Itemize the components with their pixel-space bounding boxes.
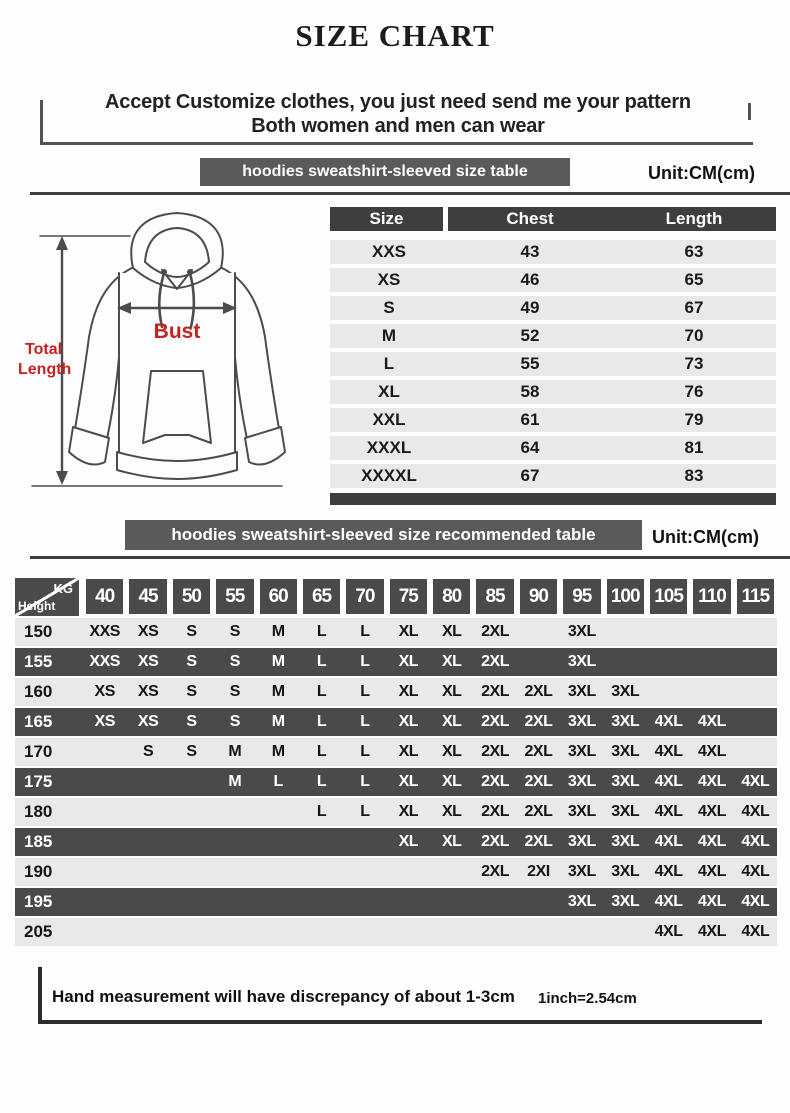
height-label: 150 [24, 622, 53, 641]
height-label: 180 [24, 802, 53, 821]
height-label: 165 [24, 712, 53, 731]
size-table-cell: 58 [520, 382, 540, 401]
matrix-cell: XS [137, 713, 159, 730]
matrix-cell: 4XL [698, 923, 726, 940]
size-table-cell: 76 [684, 382, 704, 401]
matrix-cell: XL [441, 713, 462, 730]
corner-height-label: Height [18, 599, 56, 613]
matrix-cell: M [228, 773, 242, 790]
size-table [330, 207, 776, 505]
column-header-length: Length [665, 209, 723, 228]
size-table-cell: S [383, 298, 395, 317]
size-table-cell: 67 [684, 298, 704, 317]
size-table-cell: 79 [684, 410, 704, 429]
matrix-cell: XL [398, 743, 419, 760]
height-label: 185 [24, 832, 53, 851]
matrix-cell: 2XL [524, 683, 553, 700]
banner-line-1: Accept Customize clothes, you just need send me your pattern [105, 91, 691, 113]
size-table-cell: 52 [520, 326, 540, 345]
matrix-cell: S [229, 713, 240, 730]
matrix-cell: 4XL [698, 773, 726, 790]
size-table-cell: 64 [520, 438, 540, 457]
size-table-cell: 61 [520, 410, 540, 429]
footer-bracket-horizontal [38, 1020, 762, 1024]
size-table-row [330, 324, 776, 348]
matrix-cell: 2XL [481, 713, 509, 730]
size-table-cell: 43 [520, 242, 540, 261]
size-table-row [330, 268, 776, 292]
matrix-cell: 3XL [611, 773, 640, 790]
matrix-cell: 4XL [741, 833, 770, 850]
matrix-cell: S [229, 653, 240, 670]
matrix-cell: 4XL [654, 773, 683, 790]
weight-header-cell: 110 [693, 579, 730, 614]
matrix-cell: 4XL [741, 803, 770, 820]
matrix-row [15, 618, 777, 646]
matrix-cell: 4XL [698, 743, 726, 760]
size-table-row [330, 380, 776, 404]
matrix-cell: L [360, 623, 370, 640]
matrix-cell: 4XL [741, 923, 770, 940]
matrix-cell: XL [441, 623, 462, 640]
matrix-corner-cell [15, 578, 79, 616]
matrix-cell: L [316, 773, 327, 790]
height-label: 160 [24, 682, 53, 701]
matrix-cell: 2XL [524, 743, 553, 760]
matrix-cell: 3XL [567, 863, 596, 880]
height-label: 175 [24, 772, 53, 791]
matrix-cell: S [142, 743, 154, 760]
matrix-cell: 2XL [524, 833, 553, 850]
matrix-cell: L [316, 803, 327, 820]
matrix-cell: S [186, 683, 197, 700]
matrix-cell: 2XL [481, 743, 509, 760]
weight-header-cell: 105 [650, 579, 687, 614]
matrix-cell: L [360, 743, 370, 760]
weight-header-cell: 90 [520, 579, 557, 614]
matrix-cell: 3XL [567, 773, 596, 790]
matrix-cell: 3XL [567, 653, 596, 670]
matrix-cell: 4XL [654, 893, 683, 910]
matrix-row [15, 918, 777, 946]
bust-label: Bust [153, 320, 201, 343]
matrix-cell: 4XL [654, 803, 683, 820]
matrix-cell: XS [137, 623, 159, 640]
matrix-cell: 4XL [698, 713, 726, 730]
size-table-row [330, 464, 776, 488]
size-table-cell: XXS [371, 242, 407, 261]
weight-header-cell: 55 [216, 579, 253, 614]
banner-line-2: Both women and men can wear [251, 115, 545, 137]
matrix-cell: XL [398, 683, 419, 700]
matrix-row [15, 708, 777, 736]
matrix-cell: 2XL [524, 803, 553, 820]
size-table-cell: 46 [520, 270, 540, 289]
matrix-cell: 4XL [654, 713, 683, 730]
matrix-cell: 3XL [567, 713, 596, 730]
page-title: SIZE CHART [295, 18, 495, 53]
matrix-cell: S [186, 713, 197, 730]
matrix-cell: 3XL [611, 743, 640, 760]
matrix-row [15, 888, 777, 916]
matrix-cell: S [229, 683, 240, 700]
matrix-cell: XS [137, 653, 159, 670]
matrix-row [15, 648, 777, 676]
matrix-cell: M [228, 743, 242, 760]
matrix-cell: 3XL [567, 803, 596, 820]
matrix-cell: 2XL [481, 863, 509, 880]
matrix-cell: L [316, 743, 327, 760]
matrix-cell: M [271, 713, 285, 730]
size-table-row [330, 436, 776, 460]
size-table-cell: 83 [684, 466, 704, 485]
matrix-cell: L [360, 773, 370, 790]
matrix-cell: XL [441, 683, 462, 700]
section2-header-bar: hoodies sweatshirt-sleeved size recommended table [125, 520, 642, 550]
size-table-cell: XL [378, 382, 400, 401]
weight-header-cell: 40 [86, 579, 123, 614]
weight-header-cell: 45 [129, 579, 166, 614]
matrix-cell: XL [441, 653, 462, 670]
matrix-cell: XXS [89, 623, 120, 640]
matrix-cell: S [186, 653, 197, 670]
weight-header-cell: 100 [607, 579, 644, 614]
size-table-cell: 70 [684, 326, 704, 345]
matrix-cell: L [316, 623, 327, 640]
weight-header-cell: 60 [260, 579, 297, 614]
matrix-cell: 3XL [567, 683, 596, 700]
divider [30, 556, 790, 559]
size-table-cell: L [383, 354, 395, 373]
matrix-body [15, 618, 777, 946]
matrix-cell: L [360, 653, 370, 670]
matrix-cell: 4XL [654, 863, 683, 880]
matrix-cell: XL [441, 833, 462, 850]
size-table-cell: 81 [684, 438, 704, 457]
size-table-header-rest [448, 207, 776, 231]
matrix-cell: 4XL [654, 743, 683, 760]
matrix-cell: 3XL [567, 893, 596, 910]
matrix-cell: 4XL [741, 893, 770, 910]
weight-header-cell: 95 [563, 579, 600, 614]
matrix-cell: 2XL [481, 803, 509, 820]
weight-header-cell: 65 [303, 579, 340, 614]
matrix-cell: 3XL [611, 713, 640, 730]
section2-unit-label: Unit:CM(cm) [652, 527, 759, 547]
matrix-row [15, 828, 777, 856]
matrix-row [15, 798, 777, 826]
matrix-cell: XL [398, 623, 419, 640]
size-table-cell: 63 [684, 242, 704, 261]
matrix-cell: 4XL [698, 863, 726, 880]
matrix-cell: M [271, 743, 285, 760]
size-table-cell: M [381, 326, 397, 345]
size-table-cell: 49 [520, 298, 540, 317]
matrix-cell: 4XL [741, 863, 770, 880]
size-table-cell: 67 [520, 466, 540, 485]
matrix-cell: M [271, 683, 285, 700]
weight-header-cell: 115 [737, 579, 774, 614]
size-table-row [330, 408, 776, 432]
divider [30, 192, 790, 195]
matrix-cell: M [271, 653, 285, 670]
size-table-cell: XXXXL [361, 466, 417, 485]
matrix-row [15, 858, 777, 886]
matrix-cell: 2XI [527, 863, 550, 880]
size-table-cell: 65 [684, 270, 704, 289]
matrix-cell: XL [398, 653, 419, 670]
matrix-cell: L [360, 683, 370, 700]
matrix-cell: 3XL [611, 863, 640, 880]
measurement-note: Hand measurement will have discrepancy of about 1-3cm [52, 987, 515, 1006]
matrix-cell: XL [398, 773, 419, 790]
matrix-cell: 3XL [611, 893, 640, 910]
matrix-cell: L [316, 653, 327, 670]
matrix-cell: 2XL [524, 713, 553, 730]
matrix-row [15, 768, 777, 796]
recommended-size-matrix [15, 578, 777, 948]
weight-header-cell: 50 [173, 579, 210, 614]
size-table-row [330, 352, 776, 376]
height-label: 190 [24, 862, 53, 881]
size-table-row [330, 240, 776, 264]
matrix-cell: S [186, 743, 197, 760]
matrix-cell: L [360, 803, 370, 820]
weight-header-cell: 70 [346, 579, 383, 614]
hoodie-illustration [12, 205, 322, 505]
height-label: 155 [24, 652, 53, 671]
matrix-cell: 4XL [654, 833, 683, 850]
size-table-cell: XXXL [366, 438, 412, 457]
section1-unit-label: Unit:CM(cm) [648, 163, 755, 183]
matrix-cell: XL [441, 803, 462, 820]
matrix-cell: 3XL [611, 683, 640, 700]
weight-header-cell: 75 [390, 579, 427, 614]
matrix-cell: 2XL [481, 653, 509, 670]
size-table-header [330, 207, 776, 231]
size-table-cell: 55 [520, 354, 540, 373]
matrix-cell: 4XL [654, 923, 683, 940]
matrix-cell: 2XL [481, 683, 509, 700]
matrix-cell: XXS [89, 653, 120, 670]
matrix-cell: 3XL [567, 833, 596, 850]
matrix-cell: XL [441, 743, 462, 760]
matrix-cell: 3XL [567, 623, 596, 640]
matrix-cell: XL [398, 713, 419, 730]
matrix-row [15, 738, 777, 766]
matrix-cell: M [271, 623, 285, 640]
matrix-cell: 3XL [611, 803, 640, 820]
total-length-label-line2: Length [18, 361, 72, 378]
banner [45, 90, 751, 138]
matrix-row [15, 678, 777, 706]
height-label: 195 [24, 892, 53, 911]
matrix-cell: 4XL [698, 893, 726, 910]
matrix-cell: L [316, 683, 327, 700]
matrix-cell: XS [94, 713, 115, 730]
size-table-cell: XXL [372, 410, 406, 429]
matrix-cell: 2XL [481, 773, 509, 790]
matrix-cell: XS [137, 683, 159, 700]
size-table-footer-bar [330, 493, 776, 505]
matrix-weight-row [15, 578, 777, 618]
weight-header-cell: 85 [476, 579, 513, 614]
matrix-cell: 2XL [481, 623, 509, 640]
column-header-size: Size [330, 207, 443, 231]
column-header-chest: Chest [506, 209, 554, 228]
section1-header-bar: hoodies sweatshirt-sleeved size table [200, 158, 570, 186]
weight-header-cell: 80 [433, 579, 470, 614]
matrix-cell: 3XL [611, 833, 640, 850]
corner-kg-label: KG [53, 581, 73, 596]
matrix-cell: XL [398, 833, 419, 850]
size-table-cell: XS [377, 270, 401, 289]
matrix-cell: L [360, 713, 370, 730]
size-table-row [330, 296, 776, 320]
matrix-cell: S [229, 623, 240, 640]
matrix-cell: L [316, 713, 327, 730]
size-table-body [330, 240, 776, 488]
matrix-cell: S [186, 623, 197, 640]
matrix-cell: 2XL [524, 773, 553, 790]
matrix-cell: 2XL [481, 833, 509, 850]
footer-bracket-vertical [38, 967, 42, 1024]
height-label: 170 [24, 742, 53, 761]
matrix-cell: L [273, 773, 283, 790]
height-label: 205 [24, 922, 53, 941]
matrix-cell: XL [398, 803, 419, 820]
matrix-cell: XL [441, 773, 462, 790]
size-table-cell: 73 [684, 354, 704, 373]
total-length-label-line1: Total [25, 341, 63, 358]
matrix-cell: 4XL [741, 773, 770, 790]
unit-conversion-note: 1inch=2.54cm [538, 990, 637, 1007]
matrix-cell: 4XL [698, 833, 726, 850]
matrix-cell: 4XL [698, 803, 726, 820]
matrix-cell: 3XL [567, 743, 596, 760]
matrix-cell: XS [94, 683, 115, 700]
